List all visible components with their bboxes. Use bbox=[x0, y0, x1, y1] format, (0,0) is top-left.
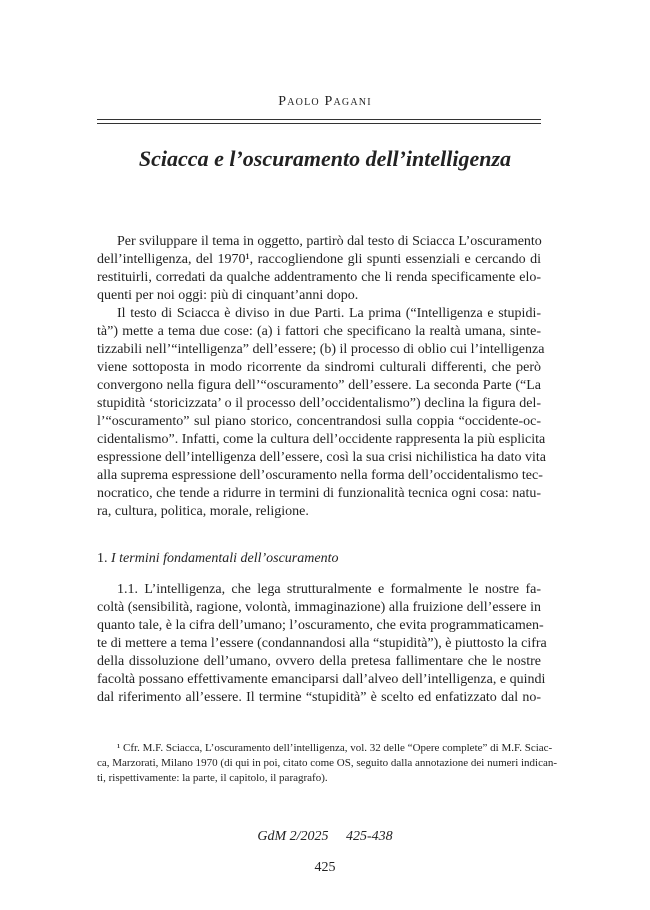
footnote-line: ¹ Cfr. M.F. Sciacca, L’oscuramento dell’intelligenza, vol. 32 delle “Opere complete” di M.F. Sciac- bbox=[117, 742, 553, 754]
page-range: 425-438 bbox=[346, 829, 393, 844]
paragraph-line: ra, cultura, politica, morale, religione. bbox=[97, 504, 309, 519]
header-rule-top bbox=[97, 119, 541, 120]
paragraph-line: espressione dell’intelligenza dell’essere, così la sua crisi nichilistica ha dato vita bbox=[97, 450, 547, 465]
footnote-line: ca, Marzorati, Milano 1970 (di qui in poi, citato come OS, seguito dalla annotazione dei numeri indican- bbox=[97, 757, 558, 769]
paragraph-line: facoltà possano effettivamente emanciparsi dall’alveo dell’intelligenza, e quindi bbox=[97, 672, 546, 687]
footnote-line: ti, rispettivamente: la parte, il capitolo, il paragrafo). bbox=[97, 772, 328, 784]
article-title: Sciacca e l’oscuramento dell’intelligenza bbox=[138, 146, 512, 171]
header-rule-bottom bbox=[97, 123, 541, 124]
paragraph-line: quenti per noi oggi: più di cinquant’anni dopo. bbox=[97, 288, 359, 303]
paragraph-line: Per sviluppare il tema in oggetto, partirò dal testo di Sciacca L’oscuramento bbox=[117, 234, 542, 249]
paragraph-line: quanto tale, è la cifra dell’umano; l’oscuramento, che evita programmaticamen- bbox=[97, 618, 544, 633]
paragraph-line: della dissoluzione dell’umano, ovvero della pretesa fallimentare che le nostre bbox=[97, 654, 541, 669]
paragraph-line: l’“oscuramento” sul piano storico, concentrandosi sulla coppia “occidente-oc- bbox=[97, 414, 541, 429]
paragraph-line: nocratico, che tende a ridurre in termini di funzionalità tecnica ogni cosa: natu- bbox=[97, 486, 541, 501]
paragraph-line: alla suprema espressione dell’oscuramento nella forma dell’occidentalismo tec- bbox=[97, 468, 543, 483]
paragraph-line: tizzabili nell’“intelligenza” dell’essere; (b) il processo di oblio cui l’intelligenza bbox=[97, 342, 545, 357]
section-number: 1. bbox=[97, 551, 108, 566]
journal-issue: GdM 2/2025 bbox=[257, 829, 329, 844]
section-title: I termini fondamentali dell’oscuramento bbox=[111, 551, 339, 566]
paragraph-line: 1.1. L’intelligenza, che lega strutturalmente e formalmente le nostre fa- bbox=[117, 582, 541, 597]
paragraph-line: viene sottoposta in modo ricorrente da sindromi culturali differenti, che però bbox=[97, 360, 541, 375]
paragraph-line: dal riferimento all’essere. Il termine “stupidità” è scelto ed enfatizzato dal no- bbox=[97, 690, 541, 705]
paragraph-line: tà”) mette a tema due cose: (a) i fattori che specificano la realtà umana, sinte- bbox=[97, 324, 541, 339]
paragraph-3 bbox=[97, 581, 547, 707]
paragraph-2 bbox=[97, 305, 547, 521]
paragraph-line: stupidità ‘storicizzata’ o il processo dell’occidentalismo”) declina la figura del- bbox=[97, 396, 541, 411]
paragraph-line: restituirli, corredati da qualche addentramento che li renda specificamente elo- bbox=[97, 270, 541, 285]
paragraph-line: Il testo di Sciacca è diviso in due Parti. La prima (“Intelligenza e stupidi- bbox=[117, 306, 541, 321]
paragraph-line: cidentalismo”. Infatti, come la cultura dell’occidente rappresenta la più esplicita bbox=[97, 432, 546, 447]
paragraph-line: dell’intelligenza, del 1970¹, raccogliendone gli spunti essenziali e cercando di bbox=[97, 252, 541, 267]
footnote bbox=[97, 741, 558, 786]
paragraph-line: coltà (sensibilità, ragione, volontà, immaginazione) alla fruizione dell’essere in bbox=[97, 600, 541, 615]
section-heading bbox=[97, 551, 338, 567]
paragraph-line: convergono nella figura dell’“oscuramento” dell’essere. La seconda Parte (“La bbox=[97, 378, 541, 393]
page-number: 425 bbox=[314, 860, 336, 875]
journal-reference bbox=[0, 829, 650, 845]
paragraph-line: te di mettere a tema l’essere (condannandosi alla “stupidità”), è piuttosto la cifra bbox=[97, 636, 547, 651]
author-name: Paolo Pagani bbox=[278, 94, 372, 109]
paragraph-1 bbox=[97, 233, 541, 305]
